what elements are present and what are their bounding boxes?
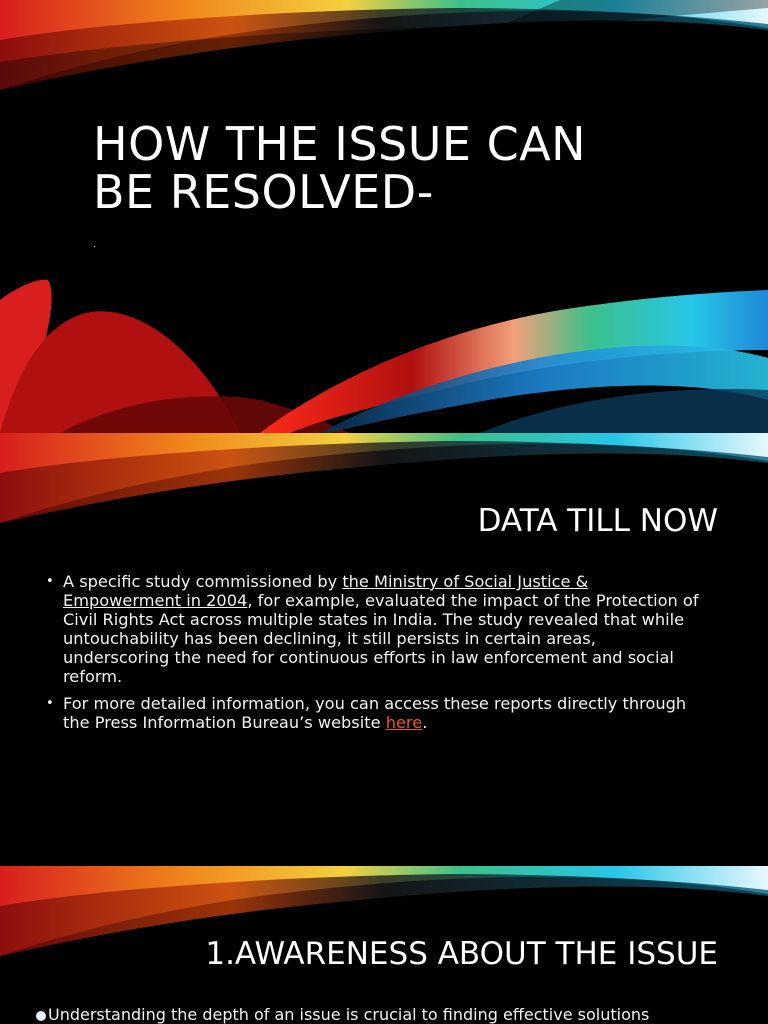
slide-title: DATA TILL NOW [477, 503, 718, 539]
list-item [46, 572, 706, 686]
here-link[interactable]: here [385, 713, 423, 732]
bullet-list [46, 572, 706, 740]
ministry-link[interactable]: the Ministry of Social Justice & Empowerment in 2004 [63, 572, 589, 610]
slide-title: 1.AWARENESS ABOUT THE ISSUE [205, 936, 718, 972]
bullet-text-prefix: A specific study commissioned by [63, 572, 343, 591]
title-slide [0, 0, 768, 433]
bullet-text-suffix: . [422, 713, 428, 732]
bullet-icon: • [46, 574, 54, 589]
slide-title [93, 117, 693, 219]
title-line-1: HOW THE ISSUE CAN [93, 117, 587, 171]
bullet-text-suffix: , for example, evaluated the impact of the Protection of Civil Rights Act across multiple states in India. The study revealed that while untouchability has been declining, it still persists in certain areas, underscoring the need for continuous efforts in law enforcement and social reform. [63, 591, 699, 686]
title-line-2: BE RESOLVED- [93, 165, 434, 219]
slide-subtitle: . [93, 240, 96, 250]
bullet-text: Understanding the depth of an issue is crucial to finding effective solutions [48, 1005, 650, 1024]
list-item [36, 1005, 649, 1024]
bullet-icon [36, 1011, 46, 1021]
bullet-text-prefix: For more detailed information, you can access these reports directly through the Press Information Bureau’s website [63, 694, 687, 732]
bullet-icon: • [46, 696, 54, 711]
awareness-slide [0, 866, 768, 1024]
data-slide [0, 433, 768, 866]
list-item [46, 694, 706, 732]
